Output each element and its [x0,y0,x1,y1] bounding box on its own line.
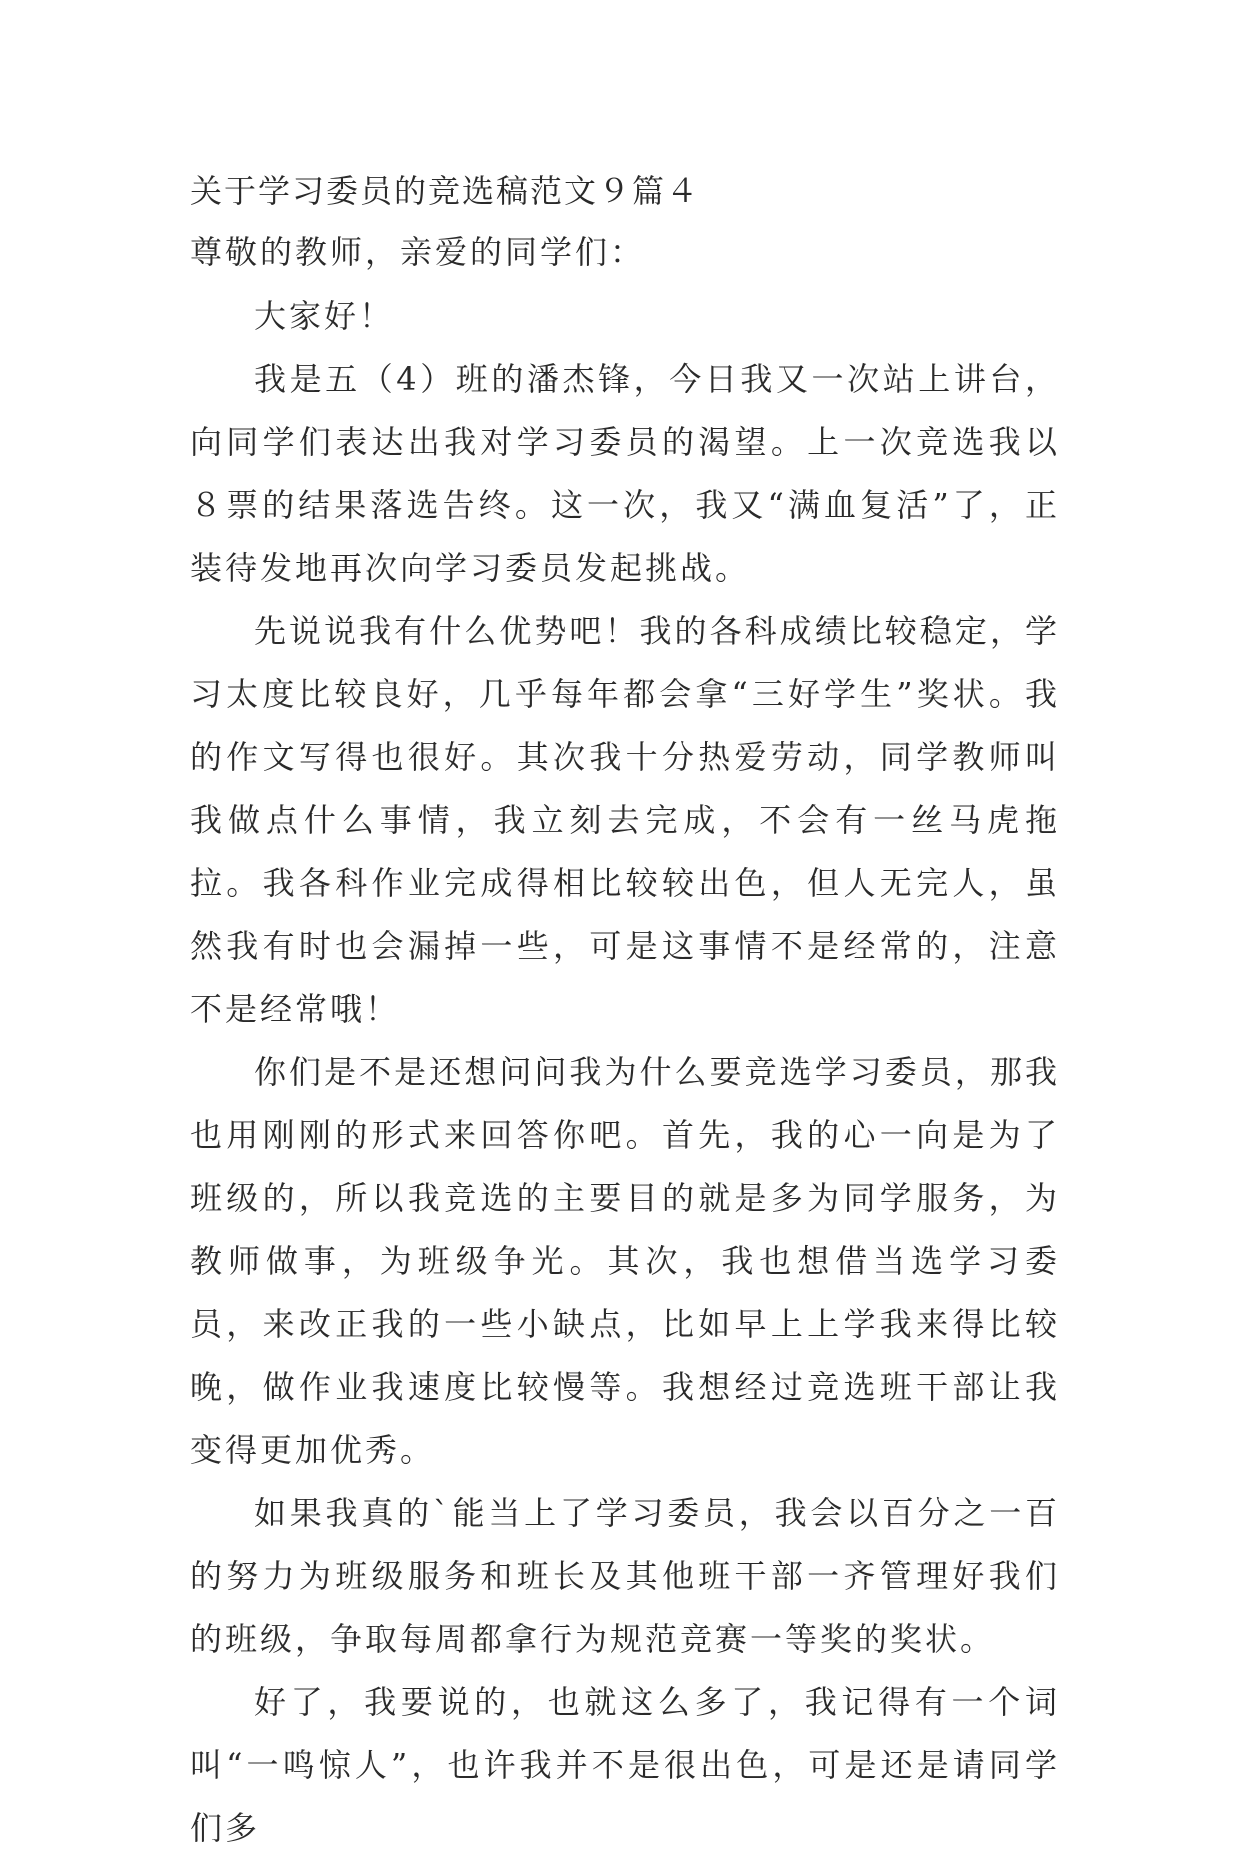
document-body [190,163,1060,1860]
paragraph-closing: 好了，我要说的，也就这么多了，我记得有一个词叫“一鸣惊人”，也许我并不是很出色，可是还是请同学们多 [190,1683,1060,1847]
paragraph-introduction: 我是五（4）班的潘杰锋，今日我又一次站上讲台，向同学们表达出我对学习委员的渴望。上一次竞选我以８票的结果落选告终。这一次，我又“满血复活”了，正装待发地再次向学习委员发起挑战。 [190,360,1060,587]
salutation: 尊敬的教师，亲爱的同学们： [190,233,646,271]
paragraph-promise: 如果我真的`能当上了学习委员，我会以百分之一百的努力为班级服务和班长及其他班干部一齐管理好我们的班级，争取每周都拿行为规范竞赛一等奖的奖状。 [190,1494,1060,1658]
paragraph-reasons: 你们是不是还想问问我为什么要竞选学习委员，那我也用刚刚的形式来回答你吧。首先，我的心一向是为了班级的，所以我竞选的主要目的就是多为同学服务，为教师做事，为班级争光。其次，我也想借当选学习委员，来改正我的一些小缺点，比如早上上学我来得比较晚，做作业我速度比较慢等。我想经过竞选班干部让我变得更加优秀。 [190,1053,1060,1469]
paragraph-greeting: 大家好！ [254,297,395,335]
paragraph-advantages: 先说说我有什么优势吧！我的各科成绩比较稳定，学习太度比较良好，几乎每年都会拿“三好学生”奖状。我的作文写得也很好。其次我十分热爱劳动，同学教师叫我做点什么事情，我立刻去完成，不会有一丝马虎拖拉。我各科作业完成得相比较较出色，但人无完人，虽然我有时也会漏掉一些，可是这事情不是经常的，注意不是经常哦！ [190,612,1060,1028]
document-title: 关于学习委员的竞选稿范文９篇４ [190,172,701,210]
